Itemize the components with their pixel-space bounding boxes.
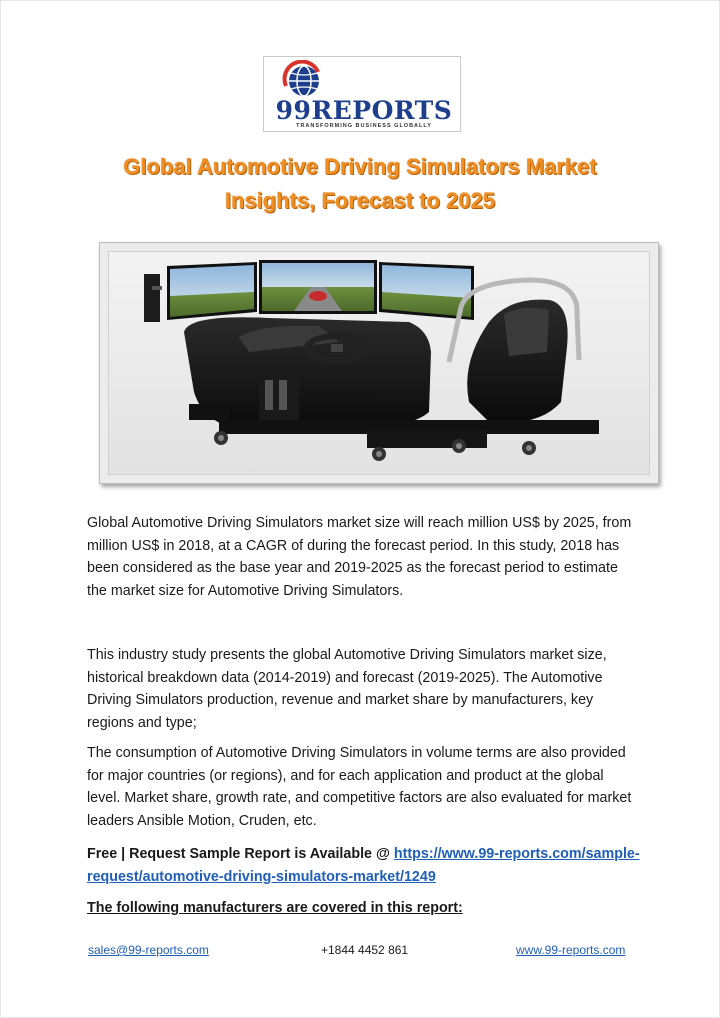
- cta-label: Free | Request Sample Report is Available @: [87, 846, 394, 862]
- footer-website-link[interactable]: www.99-reports.com: [516, 943, 626, 957]
- driving-simulator-illustration: [109, 252, 649, 474]
- sample-request-cta: [87, 843, 647, 888]
- consumption-paragraph: The consumption of Automotive Driving Simulators in volume terms are also provided for major countries (or regions), and for each application and product at the global level. Market share, growth rate, and competitive factors are also evaluated for market leaders Ansible Motion, Cruden, etc.: [87, 745, 632, 829]
- logo-digits: 99: [275, 96, 312, 125]
- page-title: [60, 150, 660, 218]
- manufacturers-heading: The following manufacturers are covered in this report:: [87, 900, 463, 916]
- study-paragraph: This industry study presents the global Automotive Driving Simulators market size, historical breakdown data (2014-2019) and forecast (2019-2025). The Automotive Driving Simulators production, revenue and market share by manufacturers, key regions and type;: [87, 647, 607, 731]
- company-logo: [263, 56, 461, 132]
- logo-tagline: TRANSFORMING BUSINESS GLOBALLY: [296, 123, 432, 129]
- logo-wordmark: [272, 97, 456, 125]
- title-line-2: Insights, Forecast to 2025: [224, 188, 496, 213]
- footer-email-link[interactable]: sales@99-reports.com: [88, 943, 209, 957]
- title-line-1: Global Automotive Driving Simulators Market: [123, 154, 597, 179]
- hero-image-frame: [99, 242, 659, 484]
- intro-paragraph: Global Automotive Driving Simulators market size will reach million US$ by 2025, from million US$ in 2018, at a CAGR of during the forecast period. In this study, 2018 has been considered as the base year and 2019-2025 as the forecast period to estimate the market size for Automotive Driving Simulators.: [87, 515, 632, 599]
- footer-phone: +1844 4452 861: [321, 943, 409, 957]
- hero-image: [108, 251, 650, 475]
- sample-request-link[interactable]: https://www.99-reports.com/sample-request/automotive-driving-simulators-market/1249: [87, 846, 640, 885]
- logo-text: REPORTS: [311, 96, 453, 125]
